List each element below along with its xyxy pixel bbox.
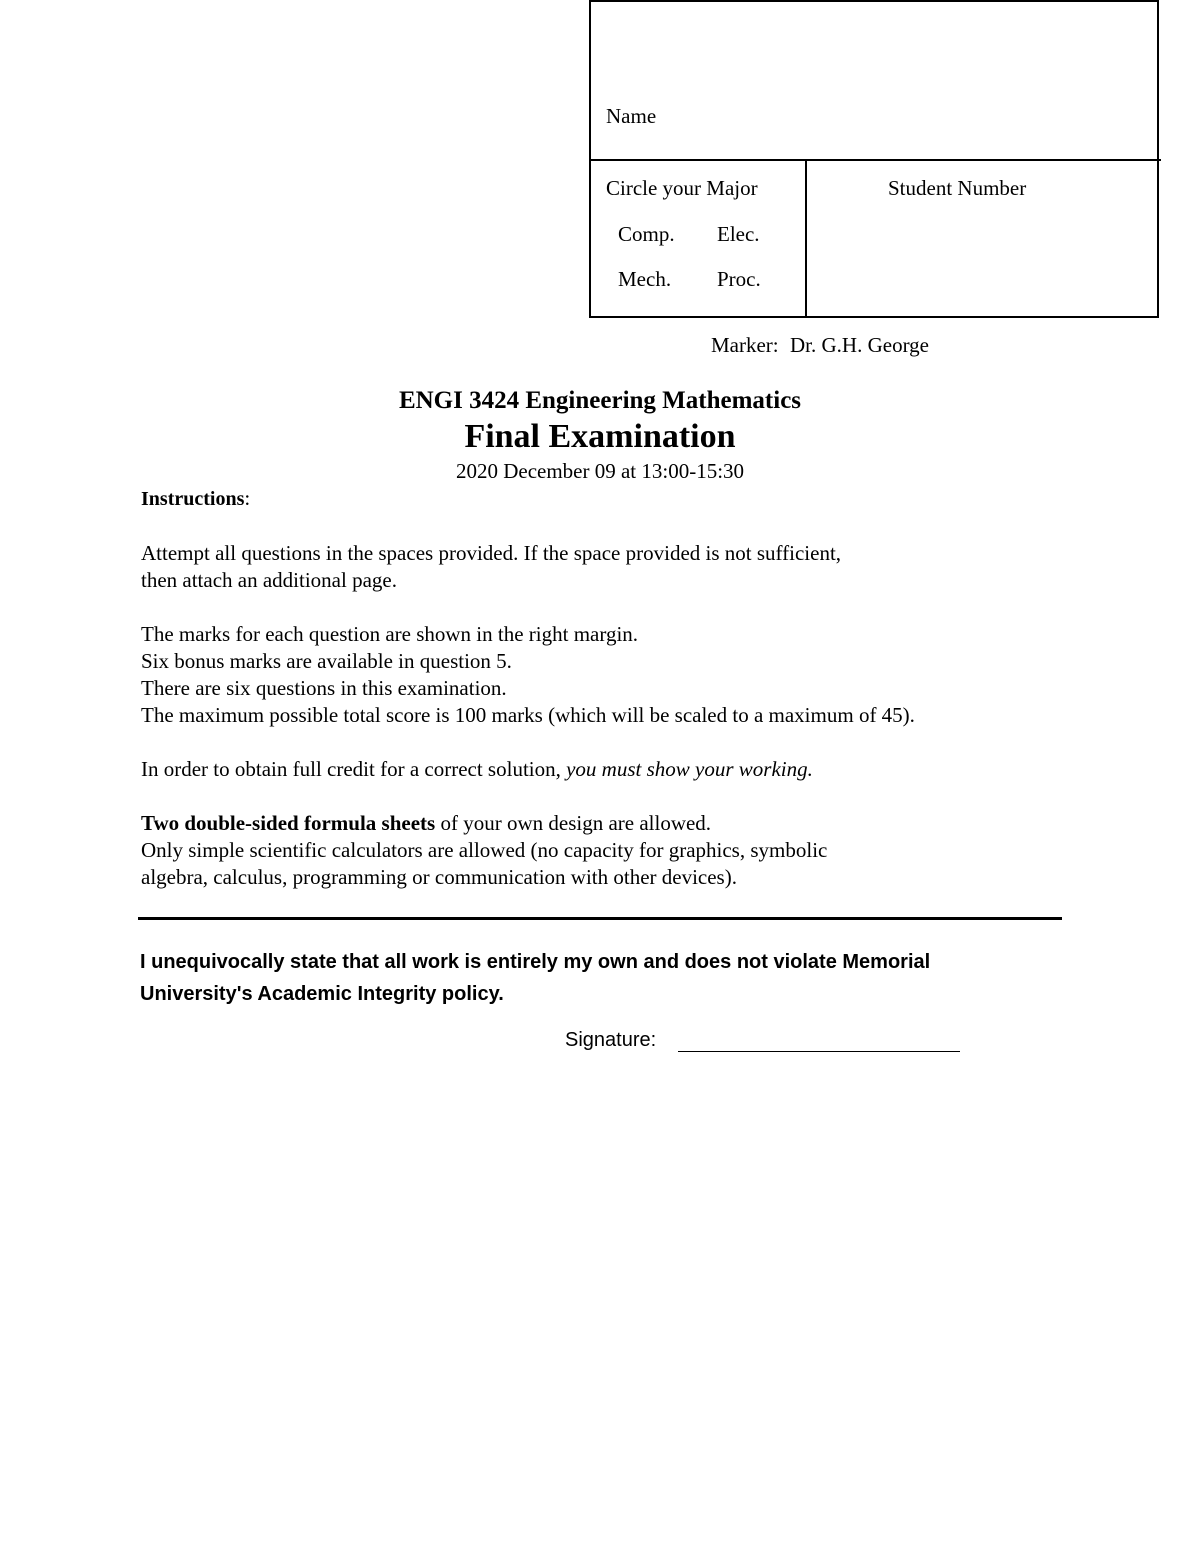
exam-title: Final Examination [464,418,736,455]
instruction-p3-prefix: In order to obtain full credit for a correct solution, [141,757,567,781]
major-label: Circle your Major [606,176,758,200]
section-divider [138,917,1062,920]
instruction-p4-bold: Two double-sided formula sheets [141,811,436,835]
marker-name: Dr. G.H. George [790,333,930,357]
instruction-p4-rest: of your own design are allowed. [435,811,712,835]
signature-label: Signature: [565,1029,657,1051]
course-title: ENGI 3424 Engineering Mathematics [398,387,802,414]
id-box-divider-vertical [805,159,807,318]
instruction-p4-line2: Only simple scientific calculators are allowed (no capacity for graphics, symbolic [141,838,828,862]
instruction-p3-emphasis: you must show your working. [566,757,813,781]
instructions-heading: Instructions [141,488,245,510]
instruction-p2-line1: The marks for each question are shown in the right margin. [141,622,639,646]
instruction-p2-line3: There are six questions in this examination. [141,676,507,700]
instruction-p2-line4: The maximum possible total score is 100 marks (which will be scaled to a maximum of 45). [141,703,915,727]
id-box-divider-horizontal [589,159,1161,161]
declaration-line1: I unequivocally state that all work is entirely my own and does not violate Memorial [140,951,931,973]
instruction-p3 [141,757,813,782]
major-option-proc[interactable]: Proc. [717,267,761,291]
declaration-line2: University's Academic Integrity policy. [140,983,504,1005]
instruction-p4-line3: algebra, calculus, programming or communication with other devices). [141,865,737,889]
instructions-heading-colon: : [244,486,251,510]
name-label: Name [606,104,657,128]
instructions-heading-line [141,486,250,511]
instruction-p2-line2: Six bonus marks are available in question 5. [141,649,512,673]
marker-label: Marker: [711,333,779,357]
instruction-p4-line1 [141,811,711,836]
instruction-p1-line1: Attempt all questions in the spaces provided. If the space provided is not sufficient, [141,541,842,565]
student-id-box [589,0,1159,318]
exam-date-time: 2020 December 09 at 13:00-15:30 [455,459,745,483]
major-option-comp[interactable]: Comp. [618,222,675,246]
instruction-p1-line2: then attach an additional page. [141,568,397,592]
signature-line[interactable] [678,1051,960,1052]
major-option-elec[interactable]: Elec. [717,222,760,246]
major-option-mech[interactable]: Mech. [618,267,672,291]
student-number-label: Student Number [888,176,1027,200]
